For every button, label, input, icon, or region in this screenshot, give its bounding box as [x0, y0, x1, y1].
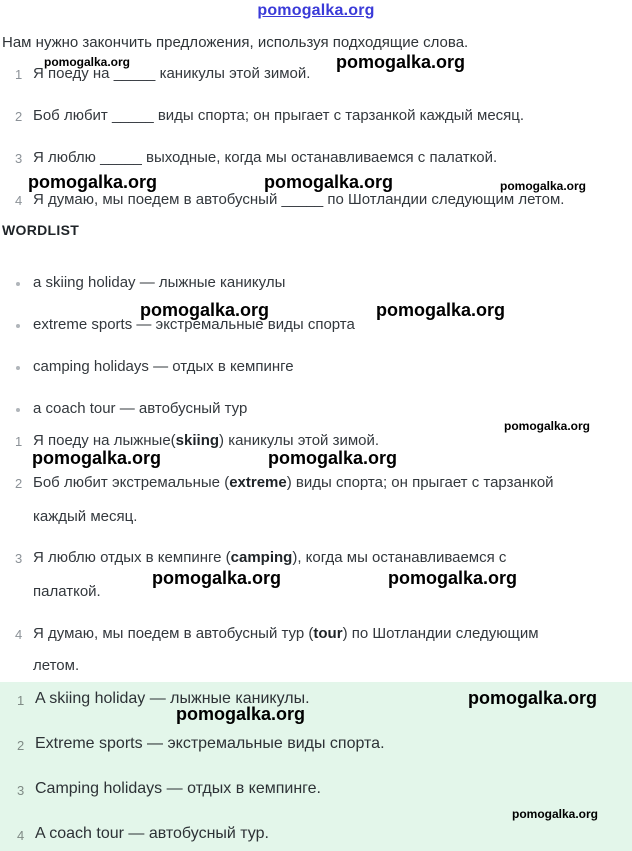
- exercise-sentence: Я поеду на _____ каникулы этой зимой.: [33, 65, 311, 82]
- answer-number: 4: [15, 627, 23, 642]
- translation-line: Camping holidays — отдых в кемпинге.: [35, 780, 321, 797]
- watermark: pomogalka.org: [264, 172, 394, 192]
- exercise-number: 3: [15, 151, 23, 166]
- bullet-icon: [16, 324, 20, 328]
- translation-number: 2: [17, 738, 25, 753]
- translation-number: 3: [17, 783, 25, 798]
- watermark: pomogalka.org: [28, 172, 158, 192]
- watermark: pomogalka.org: [388, 568, 518, 588]
- watermark: pomogalka.org: [44, 55, 131, 69]
- answer-continuation: палаткой.: [33, 583, 101, 600]
- answer-sentence: Боб любит экстремальные (extreme) виды спорта; он прыгает с тарзанкой: [33, 474, 554, 491]
- bullet-icon: [16, 282, 20, 286]
- answer-number: 2: [15, 476, 23, 491]
- wordlist-heading: WORDLIST: [2, 222, 80, 238]
- bullet-icon: [16, 366, 20, 370]
- answer-number: 3: [15, 551, 23, 566]
- exercise-sentence: Я люблю _____ выходные, когда мы останавливаемся с палаткой.: [33, 149, 498, 166]
- answer-sentence: Я поеду на лыжные(skiing) каникулы этой зимой.: [33, 432, 380, 449]
- watermark: pomogalka.org: [152, 568, 282, 588]
- translation-line: Extreme sports — экстремальные виды спорта.: [35, 735, 385, 752]
- exercise-number: 2: [15, 109, 23, 124]
- watermark: pomogalka.org: [500, 179, 587, 193]
- answer-continuation: каждый месяц.: [33, 508, 138, 525]
- exercise-number: 4: [15, 193, 23, 208]
- answer-keyword: tour: [313, 625, 343, 642]
- watermark: pomogalka.org: [176, 704, 306, 724]
- answer-keyword: extreme: [229, 474, 287, 491]
- wordlist-item: a skiing holiday — лыжные каникулы: [33, 274, 286, 291]
- exercise-sentence: Я думаю, мы поедем в автобусный _____ по Шотландии следующим летом.: [33, 191, 565, 208]
- site-header-link[interactable]: pomogalka.org: [257, 2, 375, 19]
- watermark: pomogalka.org: [268, 448, 398, 468]
- task-instruction: Нам нужно закончить предложения, используя подходящие слова.: [2, 34, 469, 51]
- watermark: pomogalka.org: [512, 807, 599, 821]
- answer-number: 1: [15, 434, 23, 449]
- watermark: pomogalka.org: [468, 688, 598, 708]
- exercise-sentence: Боб любит _____ виды спорта; он прыгает с тарзанкой каждый месяц.: [33, 107, 525, 124]
- watermark: pomogalka.org: [504, 419, 591, 433]
- watermark: pomogalka.org: [376, 300, 506, 320]
- translation-number: 4: [17, 828, 25, 843]
- answer-keyword: camping: [230, 549, 293, 566]
- exercise-number: 1: [15, 67, 23, 82]
- wordlist-item: extreme sports — экстремальные виды спорта: [33, 316, 355, 333]
- wordlist-item: camping holidays — отдых в кемпинге: [33, 358, 294, 375]
- answer-keyword: skiing: [175, 432, 220, 449]
- translation-line: A skiing holiday — лыжные каникулы.: [35, 690, 310, 707]
- translation-line: A coach tour — автобусный тур.: [35, 825, 269, 842]
- watermark: pomogalka.org: [32, 448, 162, 468]
- answer-sentence: Я люблю отдых в кемпинге (camping), когда мы останавливаемся с: [33, 549, 507, 566]
- answer-sentence: Я думаю, мы поедем в автобусный тур (tour) по Шотландии следующим: [33, 625, 539, 642]
- watermark: pomogalka.org: [140, 300, 270, 320]
- wordlist-item: a coach tour — автобусный тур: [33, 400, 248, 417]
- answer-continuation: летом.: [33, 657, 80, 674]
- translation-number: 1: [17, 693, 25, 708]
- watermark: pomogalka.org: [336, 52, 466, 72]
- bullet-icon: [16, 408, 20, 412]
